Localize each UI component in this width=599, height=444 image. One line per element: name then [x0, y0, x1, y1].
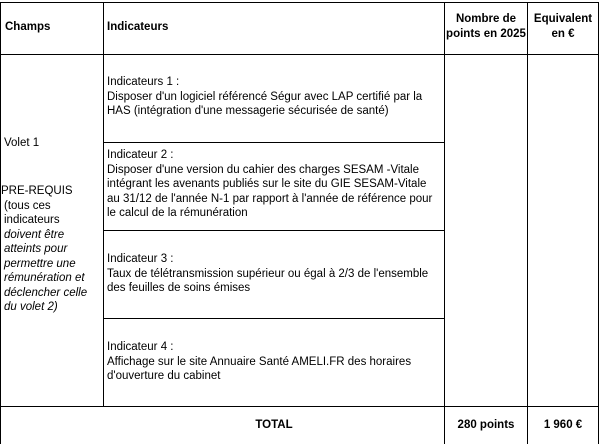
row-rule — [104, 142, 444, 143]
column-rule — [444, 2, 445, 444]
header-euros: Equivalent en € — [533, 13, 593, 40]
row-rule — [0, 2, 599, 3]
header-champs: Champs — [5, 21, 51, 33]
prereq-line: (tous ces — [4, 199, 51, 212]
header-points: Nombre de points en 2025 — [446, 13, 526, 40]
prereq-italic: doivent être atteints pour permettre une rémunération et déclencher celle du volet 2) — [4, 228, 88, 313]
indicator-4 — [107, 340, 440, 384]
indicator-3 — [107, 252, 440, 296]
indicator-2 — [107, 148, 440, 221]
total-points: 280 points — [457, 419, 515, 431]
volet-title: Volet 1 — [4, 137, 40, 149]
header-indicateurs: Indicateurs — [107, 21, 169, 33]
volet-prerequis — [1, 184, 101, 315]
column-rule — [527, 2, 528, 444]
indicator-text: Affichage sur le site Annuaire Santé AMELI.FR des horaires d'ouverture du cabinet — [107, 355, 412, 382]
row-rule — [0, 54, 599, 55]
indicator-title: Indicateur 3 : — [107, 253, 174, 265]
row-rule — [104, 318, 444, 319]
indicator-title: Indicateurs 1 : — [107, 76, 180, 88]
prereq-line: indicateurs — [4, 214, 60, 226]
total-label: TOTAL — [255, 419, 293, 431]
total-euros: 1 960 € — [543, 419, 583, 431]
indicator-text: Taux de télétransmission supérieur ou égal à 2/3 de l'ensemble des feuilles de soins émises — [107, 267, 429, 294]
prereq-line: PRE-REQUIS — [1, 185, 73, 197]
indicator-title: Indicateur 2 : — [107, 149, 174, 161]
indicator-text: Disposer d'un logiciel référencé Ségur avec LAP certifié par la HAS (intégration d'une messagerie sécurisée de santé) — [107, 90, 423, 117]
row-rule — [104, 230, 444, 231]
column-rule — [103, 2, 104, 406]
indicator-text: Disposer d'une version du cahier des charges SESAM -Vitale intégrant les avenants publiés sur le site du GIE SESAM-Vitale au 31/12 de l'année N-1 par rapport à l'année de référence pour le calcul de la rémunération — [107, 163, 433, 219]
indicator-1 — [107, 75, 440, 119]
row-rule — [0, 406, 599, 407]
indicator-title: Indicateur 4 : — [107, 341, 174, 353]
